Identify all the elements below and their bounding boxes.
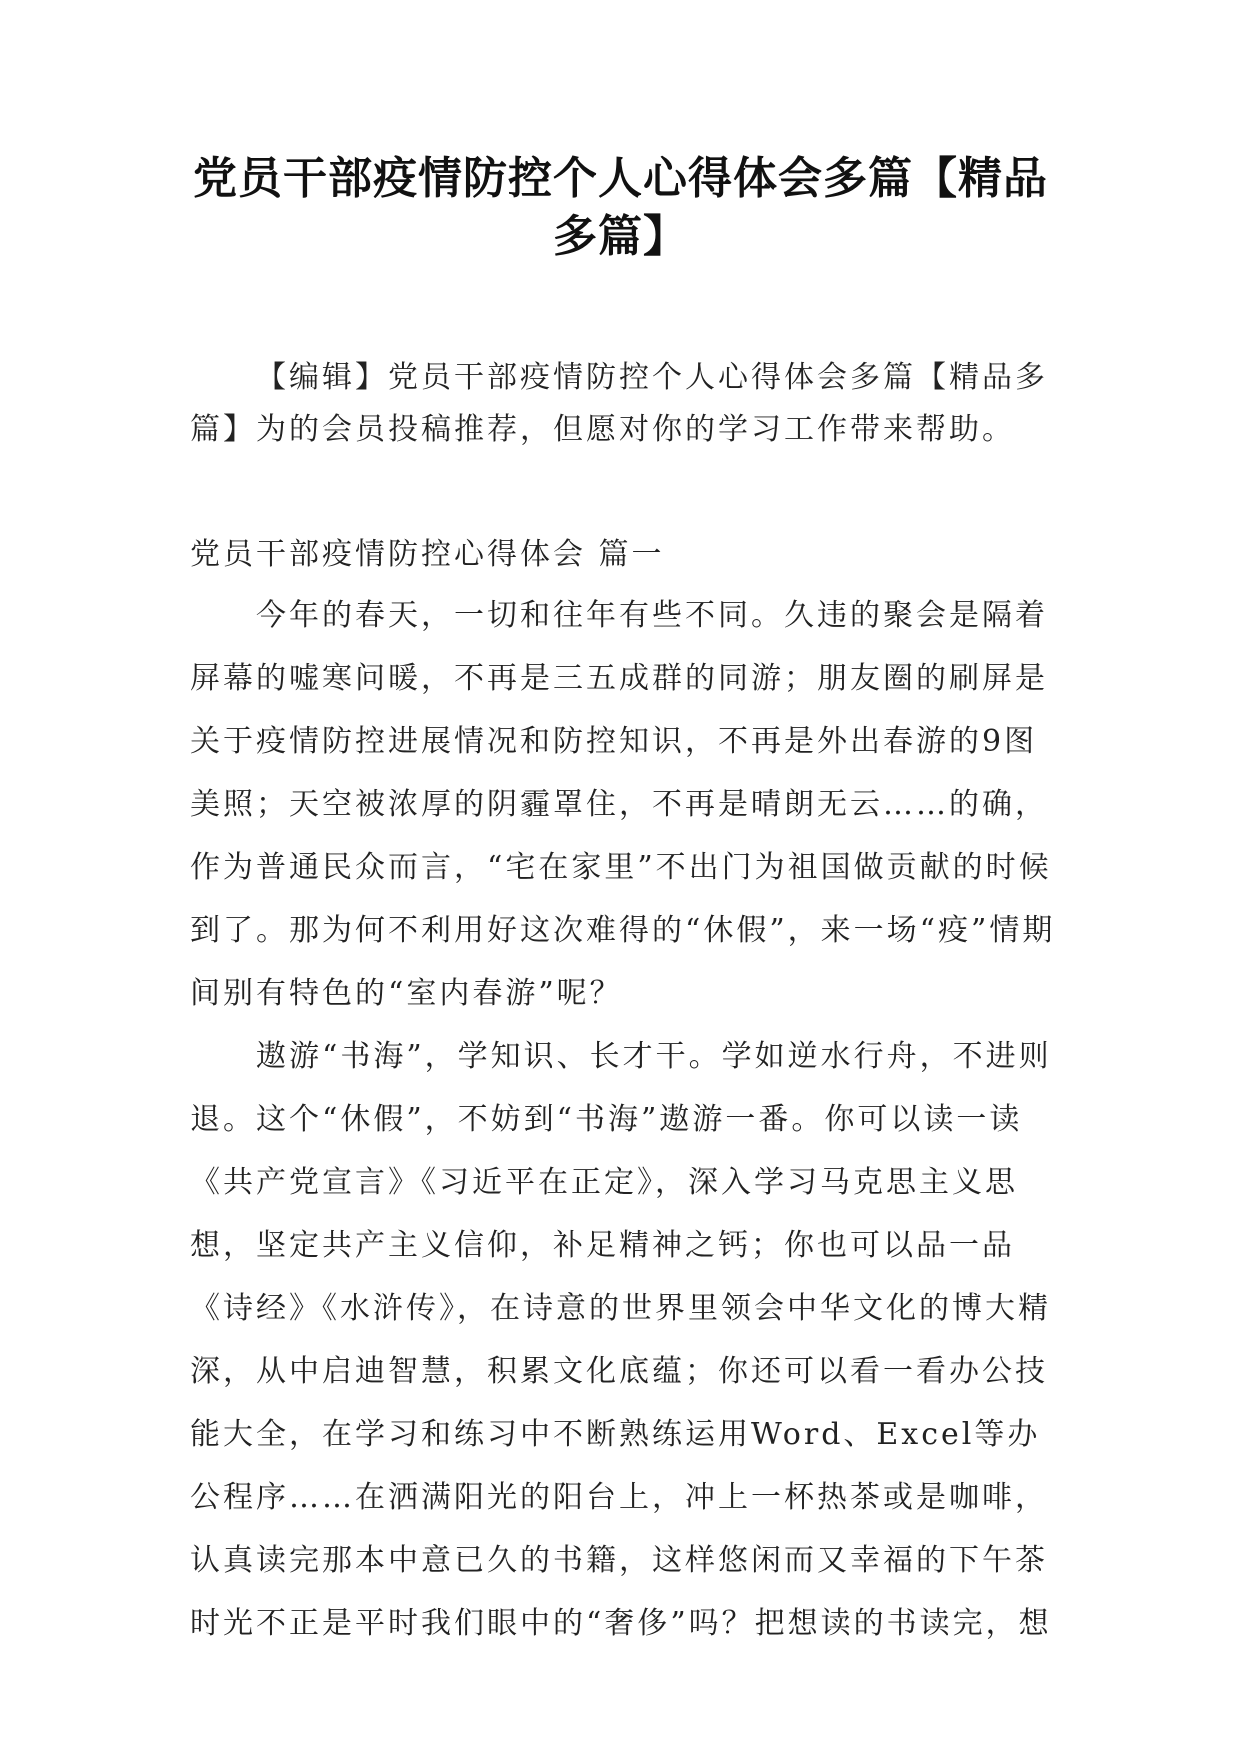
document-title-line-2: 多篇】 <box>553 211 688 262</box>
section-heading: 党员干部疫情防控心得体会 篇一 <box>190 537 665 572</box>
editor-intro-paragraph: 【编辑】党员干部疫情防控个人心得体会多篇【精品多篇】为的会员投稿推荐，但愿对你的学习工作带来帮助。 <box>190 360 1048 447</box>
article-body <box>190 584 1056 1655</box>
document-title-line-1: 党员干部疫情防控个人心得体会多篇【精品 <box>193 153 1048 204</box>
document-title <box>180 150 1061 266</box>
body-paragraph: 遨游“书海”，学知识、长才干。学如逆水行舟，不进则退。这个“休假”，不妨到“书海”遨游一番。你可以读一读《共产党宣言》《习近平在正定》，深入学习马克思主义思想，坚定共产主义信仰，补足精神之钙；你也可以品一品《诗经》《水浒传》，在诗意的世界里领会中华文化的博大精深，从中启迪智慧，积累文化底蕴；你还可以看一看办公技能大全，在学习和练习中不断熟练运用Word、Excel等办公程序……在洒满阳光的阳台上，冲上一杯热茶或是咖啡，认真读完那本中意已久的书籍，这样悠闲而又幸福的下午茶时光不正是平时我们眼中的“奢侈”吗？把想读的书读完，想 <box>190 1039 1052 1641</box>
body-paragraph: 今年的春天，一切和往年有些不同。久违的聚会是隔着屏幕的嘘寒问暖，不再是三五成群的同游；朋友圈的刷屏是关于疫情防控进展情况和防控知识，不再是外出春游的9图美照；天空被浓厚的阴霾罩住，不再是晴朗无云……的确，作为普通民众而言，“宅在家里”不出门为祖国做贡献的时候到了。那为何不利用好这次难得的“休假”，来一场“疫”情期间别有特色的“室内春游”呢？ <box>190 598 1056 1011</box>
